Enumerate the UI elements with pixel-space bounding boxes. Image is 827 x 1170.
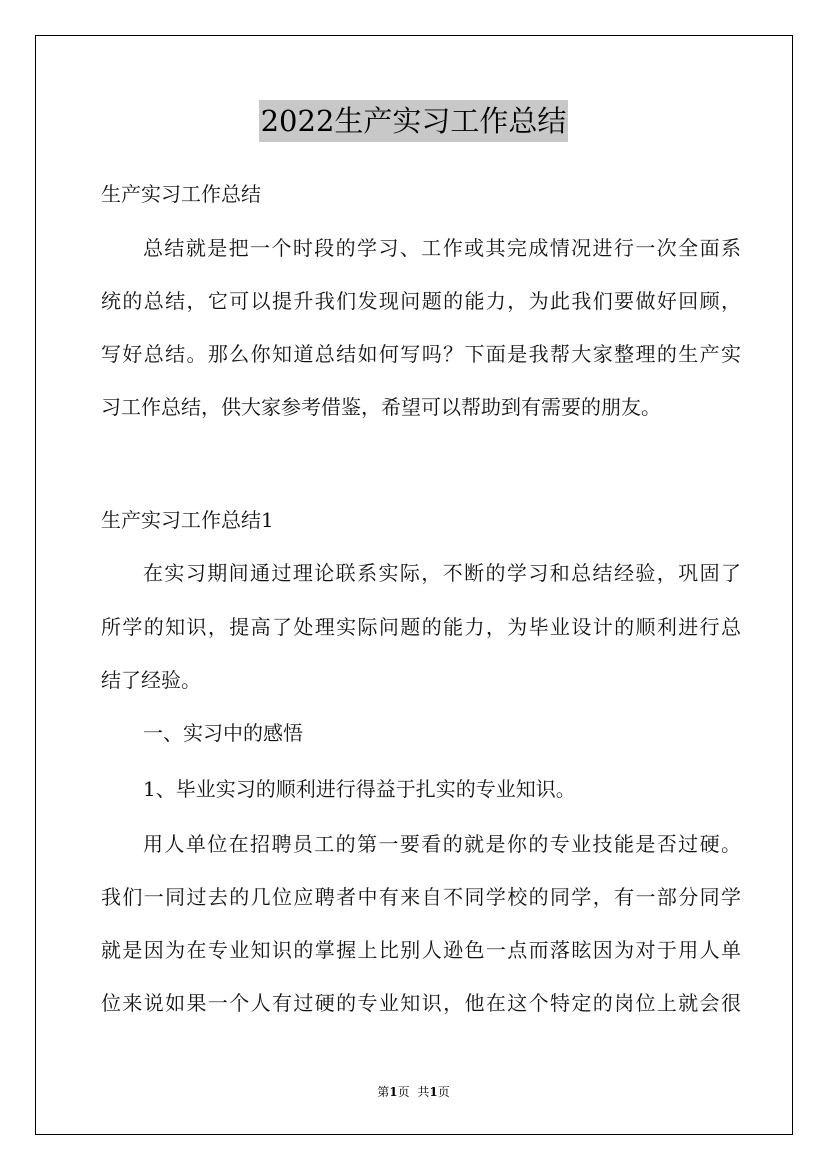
footer-total-number: 1 — [429, 1085, 438, 1099]
page-footer — [0, 1083, 827, 1101]
intro-line-4: 习工作总结，供大家参考借鉴，希望可以帮助到有需要的朋友。 — [101, 395, 661, 419]
title-container — [0, 100, 827, 142]
section-para-line-3: 结了经验。 — [101, 668, 201, 692]
section-para-line-2: 所学的知识，提高了处理实际问题的能力，为毕业设计的顺利进行总 — [101, 615, 741, 639]
document-subtitle: 生产实习工作总结 — [101, 182, 261, 206]
point-1: 1、毕业实习的顺利进行得益于扎实的专业知识。 — [143, 777, 576, 801]
intro-line-1: 总结就是把一个时段的学习、工作或其完成情况进行一次全面系 — [143, 236, 741, 260]
intro-line-2: 统的总结，它可以提升我们发现问题的能力，为此我们要做好回顾， — [101, 289, 741, 313]
section-para-line-1: 在实习期间通过理论联系实际，不断的学习和总结经验，巩固了 — [143, 561, 741, 585]
footer-total-suffix: 页 — [437, 1085, 450, 1099]
para2-line-2: 我们一同过去的几位应聘者中有来自不同学校的同学，有一部分同学 — [101, 885, 741, 909]
footer-page-suffix: 页 — [397, 1085, 410, 1099]
section-heading: 生产实习工作总结1 — [101, 508, 274, 532]
para2-line-4: 位来说如果一个人有过硬的专业知识，他在这个特定的岗位上就会很 — [101, 991, 741, 1015]
footer-page-number: 1 — [389, 1085, 398, 1099]
document-title: 2022生产实习工作总结 — [259, 100, 569, 142]
intro-line-3: 写好总结。那么你知道总结如何写吗？下面是我帮大家整理的生产实 — [101, 342, 741, 366]
para2-line-1: 用人单位在招聘员工的第一要看的就是你的专业技能是否过硬。 — [143, 832, 741, 856]
para2-line-3: 就是因为在专业知识的掌握上比别人逊色一点而落眩因为对于用人单 — [101, 938, 741, 962]
footer-prefix: 第 — [377, 1085, 390, 1099]
subheading: 一、实习中的感悟 — [143, 721, 303, 745]
footer-total-prefix: 共 — [417, 1085, 430, 1099]
